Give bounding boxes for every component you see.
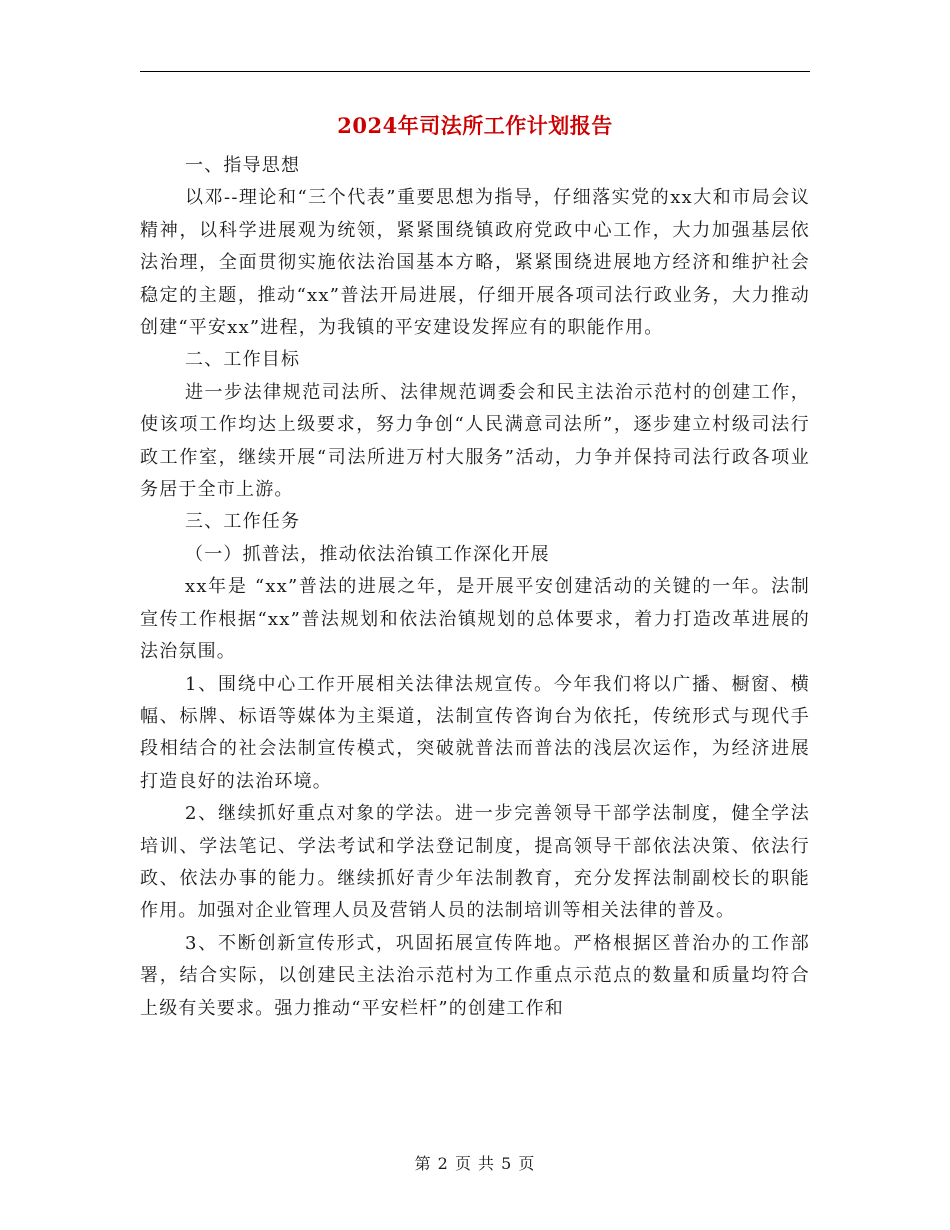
paragraph: xx年是 “xx”普法的进展之年，是开展平安创建活动的关键的一年。法制宣传工作根据“xx”普法规划和依法治镇规划的总体要求，着力打造改革进展的法治氛围。: [140, 576, 810, 663]
paragraph: 以邓--理论和“三个代表”重要思想为指导，仔细落实党的xx大和市局会议精神，以科学进展观为统领，紧紧围绕镇政府党政中心工作，大力加强基层依法治理，全面贯彻实施依法治国基本方略，紧紧围绕进展地方经济和维护社会稳定的主题，推动“xx”普法开局进展，仔细开展各项司法行政业务，大力推动创建“平安xx”进程，为我镇的平安建设发挥应有的职能作用。: [140, 187, 810, 339]
paragraph: 1、围绕中心工作开展相关法律法规宣传。今年我们将以广播、橱窗、横幅、标牌、标语等媒体为主渠道，法制宣传咨询台为依托，传统形式与现代手段相结合的社会法制宣传模式，突破就普法而普法的浅层次运作，为经济进展打造良好的法治环境。: [140, 673, 810, 792]
document-body: [140, 150, 810, 1025]
heading-work-goals: 二、工作目标: [185, 349, 301, 371]
paragraph: 3、不断创新宣传形式，巩固拓展宣传阵地。严格根据区普治办的工作部署，结合实际，以创建民主法治示范村为工作重点示范点的数量和质量均符合上级有关要求。强力推动“平安栏杆”的创建工作和: [140, 932, 810, 1019]
paragraph: 进一步法律规范司法所、法律规范调委会和民主法治示范村的创建工作，使该项工作均达上级要求，努力争创“人民满意司法所”，逐步建立村级司法行政工作室，继续开展“司法所进万村大服务”活动，力争并保持司法行政各项业务居于全市上游。: [140, 381, 810, 501]
heading-work-tasks: 三、工作任务: [185, 511, 301, 533]
page-number: 第 2 页 共 5 页: [414, 1154, 536, 1173]
document-title: 2024年司法所工作计划报告: [337, 113, 613, 138]
heading-guiding-thought: 一、指导思想: [185, 155, 301, 176]
subheading-legal-education: （一）抓普法，推动依法治镇工作深化开展: [185, 543, 550, 565]
header-rule: [140, 71, 810, 72]
paragraph: 2、继续抓好重点对象的学法。进一步完善领导干部学法制度，健全学法培训、学法笔记、学法考试和学法登记制度，提高领导干部依法决策、依法行政、依法办事的能力。继续抓好青少年法制教育，充分发挥法制副校长的职能作用。加强对企业管理人员及营销人员的法制培训等相关法律的普及。: [140, 803, 810, 922]
